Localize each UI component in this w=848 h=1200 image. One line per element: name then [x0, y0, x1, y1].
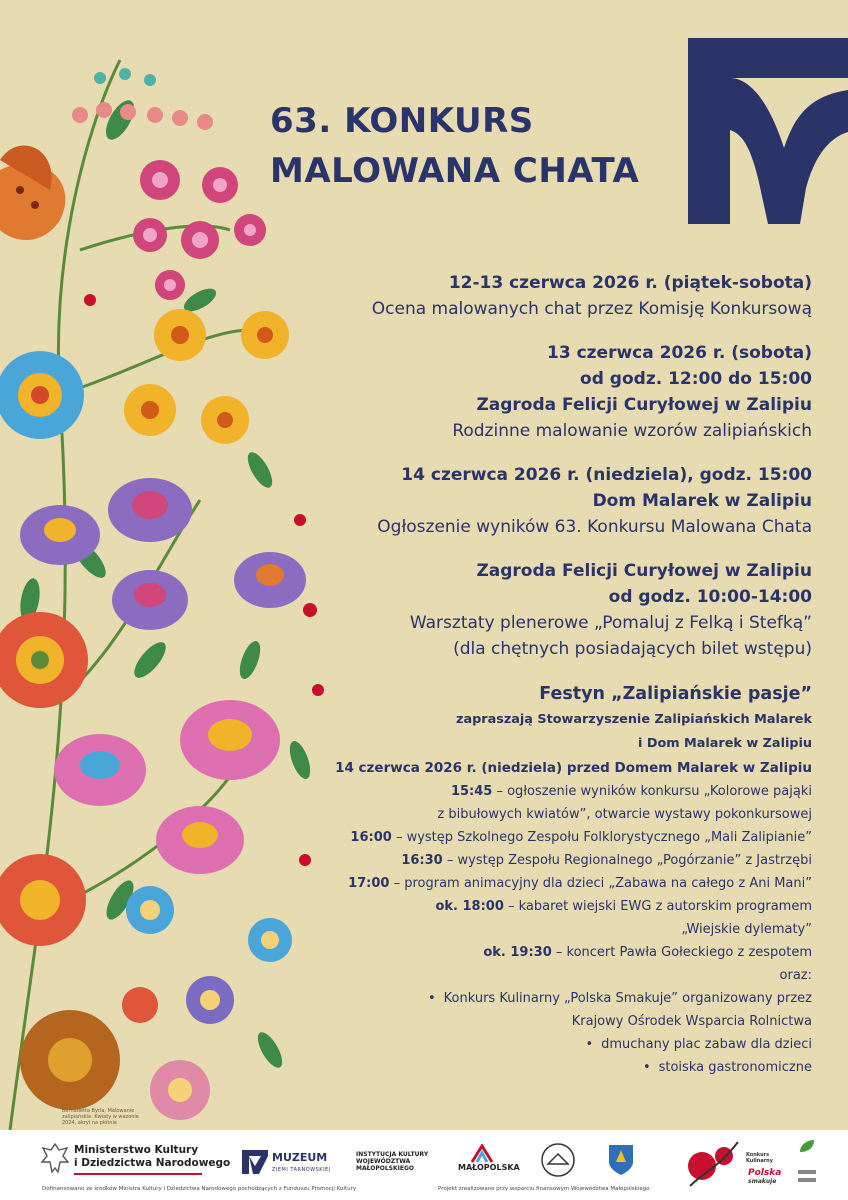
- bullet-icon: •: [427, 991, 436, 1006]
- schedule-text: „Wiejskie dylematy”: [681, 922, 812, 937]
- malopolska-funding-note: Projekt zrealizowano przy wsparciu finansowym Województwa Małopolskiego: [438, 1186, 650, 1192]
- event-block-3: [292, 462, 812, 540]
- ministry-name: [74, 1144, 230, 1170]
- schedule-item: [292, 918, 812, 941]
- event-location: Zagroda Felicji Curyłowej w Zalipiu: [476, 395, 812, 415]
- malopolska-logo-icon: [470, 1144, 494, 1164]
- coat-of-arms-icon: [608, 1144, 634, 1176]
- event-block-4: [292, 558, 812, 662]
- ministry-line-1: Ministerstwo Kultury: [74, 1144, 199, 1156]
- institution-line-1: INSTYTUCJA KULTURY: [356, 1151, 429, 1158]
- event-date: 13 czerwca 2026 r. (sobota): [547, 343, 812, 363]
- schedule-item: [292, 780, 812, 803]
- institution-line-2: WOJEWÓDZTWA: [356, 1158, 411, 1165]
- event-date: 12-13 czerwca 2026 r. (piątek-sobota): [448, 273, 812, 293]
- ministry-line-2: i Dziedzictwa Narodowego: [74, 1157, 231, 1169]
- kk-line-2: Kulinarny: [746, 1158, 773, 1164]
- event-time: od godz. 12:00 do 15:00: [580, 369, 812, 389]
- schedule-time: 15:45: [450, 784, 493, 799]
- polska-smakuje-label: [748, 1168, 781, 1185]
- extra-text: Konkurs Kulinarny „Polska Smakuje” organizowany przez: [443, 991, 812, 1006]
- muzeum-title: MUZEUM: [272, 1151, 328, 1164]
- schedule-text: – występ Zespołu Regionalnego „Pogórzanie” z Jastrzębi: [442, 853, 812, 868]
- green-leaf-logo-icon: [796, 1138, 818, 1188]
- title-line-2: MALOWANA CHATA: [270, 151, 640, 191]
- schedule-item: [292, 849, 812, 872]
- schedule-item: [292, 964, 812, 987]
- schedule-text: – program animacyjny dla dzieci „Zabawa na całego z Ani Mani”: [389, 876, 812, 891]
- schedule-text: – koncert Pawła Gołeckiego z zespotem: [551, 945, 812, 960]
- schedule-time: ok. 19:30: [483, 945, 552, 960]
- extra-item: [292, 1033, 812, 1056]
- folk-painting-logo-icon: [684, 1138, 742, 1188]
- schedule-item: [292, 941, 812, 964]
- schedule-time: ok. 18:00: [435, 899, 504, 914]
- schedule-time: 16:00: [350, 830, 392, 845]
- muzeum-logo-icon: [242, 1150, 268, 1174]
- event-block-1: [292, 270, 812, 322]
- polska-smakuje-line-1: Polska: [748, 1168, 782, 1178]
- footer-sponsors: [0, 1130, 848, 1200]
- event-description: Ocena malowanych chat przez Komisję Konkursową: [371, 299, 812, 319]
- festyn-date: 14 czerwca 2026 r. (niedziela) przed Domem Malarek w Zalipiu: [335, 760, 812, 776]
- ministry-red-line: [74, 1173, 202, 1175]
- schedule-text: – ogłoszenie wyników konkursu „Kolorowe pająki: [492, 784, 812, 799]
- event-date: 14 czerwca 2026 r. (niedziela), godz. 15:00: [401, 465, 812, 485]
- malowana-chata-logo: [688, 38, 848, 226]
- eagle-emblem-icon: [40, 1142, 70, 1176]
- event-description: Rodzinne malowanie wzorów zalipiańskich: [452, 421, 812, 441]
- bullet-icon: •: [642, 1060, 651, 1075]
- schedule-text: oraz:: [779, 968, 812, 983]
- page-title: [270, 96, 639, 196]
- schedule-text: – kabaret wiejski EWG z autorskim programem: [503, 899, 812, 914]
- schedule-item: [292, 826, 812, 849]
- festyn-organizers-1: zapraszają Stowarzyszenie Zalipiańskich Malarek: [456, 712, 812, 727]
- title-line-1: 63. KONKURS: [270, 101, 534, 141]
- kk-line-1: Konkurs: [746, 1152, 770, 1158]
- zalipie-stamp-icon: [540, 1142, 576, 1178]
- malopolska-label: MAŁOPOLSKA: [458, 1163, 520, 1172]
- schedule-text: z bibułowych kwiatów”, otwarcie wystawy pokonkursowej: [437, 807, 812, 822]
- extra-item: [292, 1056, 812, 1079]
- extra-item: [292, 1010, 812, 1033]
- schedule-text: – występ Szkolnego Zespołu Folklorystycznego „Mali Zalipianie”: [391, 830, 812, 845]
- artwork-credit: Bernadetta Byrla, Malowanie zalipiańskie. Kwiaty w wazonie 2024, akryl na płótnie: [62, 1108, 139, 1126]
- event-location: Dom Malarek w Zalipiu: [592, 491, 812, 511]
- event-time: od godz. 10:00-14:00: [608, 587, 812, 607]
- event-list: [292, 270, 812, 1097]
- event-description: Warsztaty plenerowe „Pomaluj z Felką i Stefką”: [409, 613, 812, 633]
- festyn-heading: Festyn „Zalipiańskie pasje”: [539, 684, 812, 704]
- ministry-funding-note: Dofinansowano ze środków Ministra Kultury i Dziedzictwa Narodowego pochodzących z Funduszu Promocji Kultury: [42, 1186, 357, 1192]
- festyn-organizers-2: i Dom Malarek w Zalipiu: [637, 736, 812, 751]
- institution-line-3: MAŁOPOLSKIEGO: [356, 1165, 415, 1172]
- extra-text: dmuchany plac zabaw dla dzieci: [601, 1037, 812, 1052]
- festyn-block: [292, 680, 812, 1079]
- extra-text: stoiska gastronomiczne: [658, 1060, 812, 1075]
- extra-text: Krajowy Ośrodek Wsparcia Rolnictwa: [571, 1014, 812, 1029]
- schedule-time: 17:00: [348, 876, 390, 891]
- event-note: (dla chętnych posiadających bilet wstępu): [453, 639, 812, 659]
- event-block-2: [292, 340, 812, 444]
- bullet-icon: •: [585, 1037, 594, 1052]
- event-location: Zagroda Felicji Curyłowej w Zalipiu: [476, 561, 812, 581]
- muzeum-subtitle: ZIEMI TARNOWSKIEJ: [272, 1167, 331, 1173]
- extra-item: [292, 987, 812, 1010]
- polska-smakuje-line-2: smakuje: [748, 1178, 777, 1185]
- schedule-item: [292, 803, 812, 826]
- schedule-time: 16:30: [401, 853, 443, 868]
- schedule-item: [292, 872, 812, 895]
- event-description: Ogłoszenie wyników 63. Konkursu Malowana Chata: [377, 517, 812, 537]
- schedule-item: [292, 895, 812, 918]
- institution-label: [356, 1151, 428, 1172]
- konkurs-kulinarny-label: [746, 1152, 773, 1164]
- muzeum-name: [272, 1152, 331, 1176]
